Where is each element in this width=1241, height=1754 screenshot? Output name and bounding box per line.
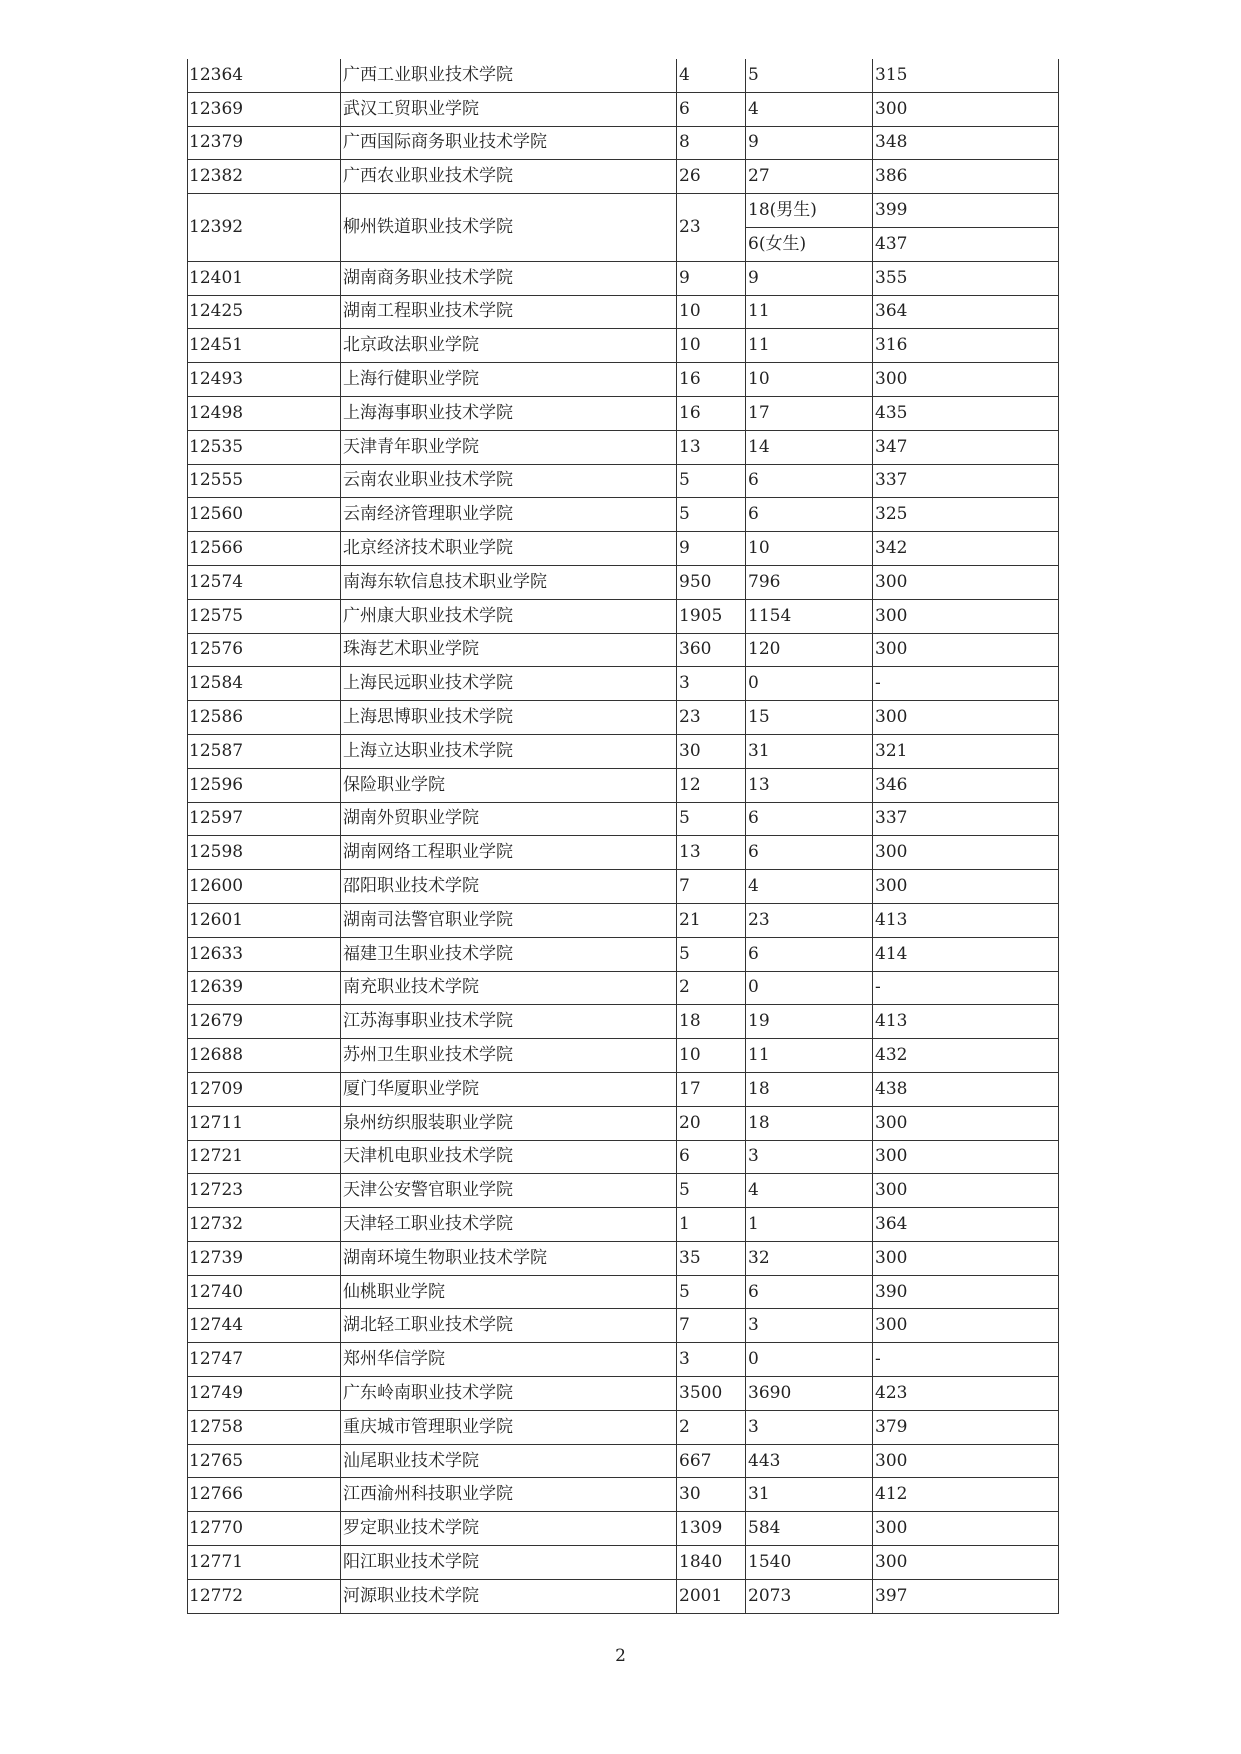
cell-score: 413 (873, 903, 1059, 937)
cell-score: 347 (873, 430, 1059, 464)
cell-school-name: 南充职业技术学院 (341, 971, 677, 1005)
cell-code: 12364 (188, 59, 341, 92)
cell-admitted: 23 (746, 903, 873, 937)
cell-score: - (873, 1343, 1059, 1377)
cell-code: 12739 (188, 1241, 341, 1275)
cell-code: 12555 (188, 464, 341, 498)
cell-score: 321 (873, 734, 1059, 768)
cell-school-name: 湖南司法警官职业学院 (341, 903, 677, 937)
cell-score: 300 (873, 1106, 1059, 1140)
cell-code: 12560 (188, 498, 341, 532)
cell-admitted: 120 (746, 633, 873, 667)
cell-code: 12598 (188, 836, 341, 870)
cell-admitted: 3 (746, 1410, 873, 1444)
cell-admitted: 6 (746, 1275, 873, 1309)
table-row (188, 464, 1059, 498)
table-row (188, 92, 1059, 126)
cell-plan: 20 (677, 1106, 746, 1140)
cell-score: 337 (873, 464, 1059, 498)
table-row (188, 667, 1059, 701)
table-row (188, 734, 1059, 768)
cell-plan: 16 (677, 396, 746, 430)
cell-score: 346 (873, 768, 1059, 802)
cell-code: 12747 (188, 1343, 341, 1377)
table-row (188, 396, 1059, 430)
cell-score: 300 (873, 92, 1059, 126)
cell-code: 12425 (188, 295, 341, 329)
cell-school-name: 福建卫生职业技术学院 (341, 937, 677, 971)
cell-plan: 9 (677, 532, 746, 566)
cell-code: 12586 (188, 701, 341, 735)
table-row (188, 1039, 1059, 1073)
cell-school-name: 上海行健职业学院 (341, 363, 677, 397)
cell-school-name: 郑州华信学院 (341, 1343, 677, 1377)
table-row (188, 599, 1059, 633)
cell-plan: 23 (677, 194, 746, 262)
cell-school-name: 河源职业技术学院 (341, 1579, 677, 1613)
table-row (188, 937, 1059, 971)
cell-school-name: 北京经济技术职业学院 (341, 532, 677, 566)
cell-code: 12766 (188, 1478, 341, 1512)
cell-school-name: 苏州卫生职业技术学院 (341, 1039, 677, 1073)
cell-code: 12601 (188, 903, 341, 937)
cell-score: 300 (873, 1444, 1059, 1478)
cell-school-name: 天津青年职业学院 (341, 430, 677, 464)
cell-score: 300 (873, 633, 1059, 667)
cell-admitted: 18(男生) (746, 194, 873, 228)
table-row (188, 768, 1059, 802)
cell-code: 12369 (188, 92, 341, 126)
table-row (188, 1377, 1059, 1411)
cell-code: 12758 (188, 1410, 341, 1444)
cell-score: 300 (873, 836, 1059, 870)
cell-score: - (873, 971, 1059, 1005)
cell-admitted: 1154 (746, 599, 873, 633)
cell-admitted: 3 (746, 1140, 873, 1174)
cell-admitted: 584 (746, 1512, 873, 1546)
table-row (188, 1579, 1059, 1613)
cell-admitted: 11 (746, 1039, 873, 1073)
cell-code: 12597 (188, 802, 341, 836)
cell-admitted: 6 (746, 937, 873, 971)
cell-code: 12379 (188, 126, 341, 160)
cell-score: 437 (873, 227, 1059, 261)
cell-plan: 3 (677, 667, 746, 701)
cell-plan: 5 (677, 498, 746, 532)
table-row (188, 194, 1059, 228)
cell-plan: 1309 (677, 1512, 746, 1546)
cell-code: 12574 (188, 565, 341, 599)
cell-code: 12723 (188, 1174, 341, 1208)
cell-plan: 30 (677, 1478, 746, 1512)
cell-admitted: 796 (746, 565, 873, 599)
cell-school-name: 江苏海事职业技术学院 (341, 1005, 677, 1039)
cell-score: 399 (873, 194, 1059, 228)
cell-admitted: 4 (746, 1174, 873, 1208)
cell-plan: 2001 (677, 1579, 746, 1613)
cell-school-name: 广州康大职业技术学院 (341, 599, 677, 633)
cell-school-name: 重庆城市管理职业学院 (341, 1410, 677, 1444)
cell-plan: 9 (677, 261, 746, 295)
cell-score: 413 (873, 1005, 1059, 1039)
cell-code: 12575 (188, 599, 341, 633)
table-row (188, 870, 1059, 904)
cell-school-name: 广西农业职业技术学院 (341, 160, 677, 194)
cell-plan: 10 (677, 295, 746, 329)
cell-score: 300 (873, 1309, 1059, 1343)
cell-score: 315 (873, 59, 1059, 92)
cell-admitted: 6(女生) (746, 227, 873, 261)
cell-score: 316 (873, 329, 1059, 363)
cell-score: 300 (873, 363, 1059, 397)
cell-admitted: 15 (746, 701, 873, 735)
table-row (188, 329, 1059, 363)
cell-plan: 950 (677, 565, 746, 599)
cell-school-name: 泉州纺织服装职业学院 (341, 1106, 677, 1140)
cell-school-name: 云南经济管理职业学院 (341, 498, 677, 532)
cell-plan: 1840 (677, 1546, 746, 1580)
cell-score: 414 (873, 937, 1059, 971)
cell-admitted: 6 (746, 836, 873, 870)
cell-admitted: 6 (746, 498, 873, 532)
cell-code: 12732 (188, 1208, 341, 1242)
cell-code: 12721 (188, 1140, 341, 1174)
cell-plan: 35 (677, 1241, 746, 1275)
cell-code: 12765 (188, 1444, 341, 1478)
cell-code: 12382 (188, 160, 341, 194)
cell-school-name: 厦门华厦职业学院 (341, 1072, 677, 1106)
cell-code: 12749 (188, 1377, 341, 1411)
cell-code: 12493 (188, 363, 341, 397)
cell-admitted: 0 (746, 1343, 873, 1377)
cell-code: 12772 (188, 1579, 341, 1613)
cell-school-name: 邵阳职业技术学院 (341, 870, 677, 904)
cell-score: 300 (873, 599, 1059, 633)
cell-score: 300 (873, 1546, 1059, 1580)
cell-score: 348 (873, 126, 1059, 160)
cell-score: 300 (873, 565, 1059, 599)
cell-score: 379 (873, 1410, 1059, 1444)
cell-plan: 5 (677, 802, 746, 836)
cell-score: 390 (873, 1275, 1059, 1309)
cell-admitted: 3 (746, 1309, 873, 1343)
cell-school-name: 武汉工贸职业学院 (341, 92, 677, 126)
cell-admitted: 1540 (746, 1546, 873, 1580)
cell-admitted: 9 (746, 126, 873, 160)
cell-school-name: 罗定职业技术学院 (341, 1512, 677, 1546)
cell-plan: 6 (677, 92, 746, 126)
table-row (188, 363, 1059, 397)
cell-school-name: 柳州铁道职业技术学院 (341, 194, 677, 262)
cell-plan: 7 (677, 870, 746, 904)
cell-plan: 16 (677, 363, 746, 397)
cell-admitted: 6 (746, 802, 873, 836)
cell-score: 423 (873, 1377, 1059, 1411)
cell-admitted: 4 (746, 92, 873, 126)
cell-admitted: 11 (746, 295, 873, 329)
table-row (188, 802, 1059, 836)
cell-score: 325 (873, 498, 1059, 532)
cell-school-name: 上海海事职业技术学院 (341, 396, 677, 430)
table-row (188, 565, 1059, 599)
table-row (188, 1444, 1059, 1478)
cell-admitted: 19 (746, 1005, 873, 1039)
cell-code: 12740 (188, 1275, 341, 1309)
cell-school-name: 天津机电职业技术学院 (341, 1140, 677, 1174)
cell-admitted: 18 (746, 1072, 873, 1106)
table-row (188, 1275, 1059, 1309)
page-number: 2 (615, 1646, 626, 1666)
table-row (188, 1106, 1059, 1140)
cell-score: 355 (873, 261, 1059, 295)
table-row (188, 1512, 1059, 1546)
cell-admitted: 31 (746, 1478, 873, 1512)
table-row (188, 532, 1059, 566)
table-row (188, 126, 1059, 160)
cell-admitted: 31 (746, 734, 873, 768)
cell-plan: 8 (677, 126, 746, 160)
table-row (188, 1343, 1059, 1377)
cell-score: 300 (873, 870, 1059, 904)
cell-school-name: 南海东软信息技术职业学院 (341, 565, 677, 599)
cell-plan: 13 (677, 430, 746, 464)
table-row (188, 430, 1059, 464)
cell-admitted: 2073 (746, 1579, 873, 1613)
cell-code: 12600 (188, 870, 341, 904)
cell-school-name: 广西国际商务职业技术学院 (341, 126, 677, 160)
table-row (188, 1005, 1059, 1039)
cell-admitted: 1 (746, 1208, 873, 1242)
table-row (188, 160, 1059, 194)
cell-code: 12535 (188, 430, 341, 464)
cell-code: 12771 (188, 1546, 341, 1580)
cell-plan: 30 (677, 734, 746, 768)
table-row (188, 1478, 1059, 1512)
table-row (188, 971, 1059, 1005)
cell-admitted: 27 (746, 160, 873, 194)
table-row (188, 1174, 1059, 1208)
cell-plan: 18 (677, 1005, 746, 1039)
cell-code: 12709 (188, 1072, 341, 1106)
cell-school-name: 湖南商务职业技术学院 (341, 261, 677, 295)
cell-plan: 1905 (677, 599, 746, 633)
cell-admitted: 3690 (746, 1377, 873, 1411)
cell-plan: 2 (677, 1410, 746, 1444)
cell-code: 12401 (188, 261, 341, 295)
cell-score: 300 (873, 1512, 1059, 1546)
cell-score: - (873, 667, 1059, 701)
cell-code: 12688 (188, 1039, 341, 1073)
cell-code: 12584 (188, 667, 341, 701)
cell-score: 386 (873, 160, 1059, 194)
cell-plan: 3 (677, 1343, 746, 1377)
cell-score: 364 (873, 295, 1059, 329)
cell-school-name: 汕尾职业技术学院 (341, 1444, 677, 1478)
cell-school-name: 湖南外贸职业学院 (341, 802, 677, 836)
cell-admitted: 11 (746, 329, 873, 363)
cell-school-name: 江西渝州科技职业学院 (341, 1478, 677, 1512)
cell-admitted: 10 (746, 363, 873, 397)
table-row (188, 1140, 1059, 1174)
cell-score: 300 (873, 1140, 1059, 1174)
cell-code: 12566 (188, 532, 341, 566)
cell-plan: 10 (677, 1039, 746, 1073)
cell-plan: 5 (677, 1275, 746, 1309)
cell-code: 12744 (188, 1309, 341, 1343)
table-row (188, 1546, 1059, 1580)
cell-school-name: 珠海艺术职业学院 (341, 633, 677, 667)
cell-code: 12770 (188, 1512, 341, 1546)
cell-admitted: 18 (746, 1106, 873, 1140)
cell-school-name: 上海民远职业技术学院 (341, 667, 677, 701)
cell-score: 337 (873, 802, 1059, 836)
cell-code: 12633 (188, 937, 341, 971)
cell-plan: 4 (677, 59, 746, 92)
cell-school-name: 上海立达职业技术学院 (341, 734, 677, 768)
table-row (188, 1072, 1059, 1106)
cell-admitted: 0 (746, 667, 873, 701)
cell-admitted: 14 (746, 430, 873, 464)
cell-plan: 1 (677, 1208, 746, 1242)
table-row (188, 261, 1059, 295)
table-row (188, 1241, 1059, 1275)
table-row (188, 498, 1059, 532)
cell-school-name: 广东岭南职业技术学院 (341, 1377, 677, 1411)
cell-admitted: 17 (746, 396, 873, 430)
cell-score: 342 (873, 532, 1059, 566)
cell-plan: 17 (677, 1072, 746, 1106)
cell-plan: 10 (677, 329, 746, 363)
cell-code: 12498 (188, 396, 341, 430)
cell-score: 435 (873, 396, 1059, 430)
cell-admitted: 6 (746, 464, 873, 498)
cell-code: 12711 (188, 1106, 341, 1140)
table-row (188, 701, 1059, 735)
cell-admitted: 10 (746, 532, 873, 566)
cell-plan: 23 (677, 701, 746, 735)
cell-plan: 26 (677, 160, 746, 194)
cell-school-name: 保险职业学院 (341, 768, 677, 802)
table-row (188, 295, 1059, 329)
cell-school-name: 上海思博职业技术学院 (341, 701, 677, 735)
cell-admitted: 5 (746, 59, 873, 92)
cell-code: 12596 (188, 768, 341, 802)
cell-school-name: 北京政法职业学院 (341, 329, 677, 363)
cell-score: 412 (873, 1478, 1059, 1512)
cell-code: 12392 (188, 194, 341, 262)
table-row (188, 633, 1059, 667)
cell-admitted: 0 (746, 971, 873, 1005)
admission-table (187, 59, 1059, 1614)
table-row (188, 1309, 1059, 1343)
cell-code: 12679 (188, 1005, 341, 1039)
cell-school-name: 湖北轻工职业技术学院 (341, 1309, 677, 1343)
cell-plan: 7 (677, 1309, 746, 1343)
cell-school-name: 天津公安警官职业学院 (341, 1174, 677, 1208)
table-row (188, 59, 1059, 92)
table-row (188, 836, 1059, 870)
table-body (188, 59, 1059, 1613)
cell-school-name: 湖南网络工程职业学院 (341, 836, 677, 870)
cell-admitted: 443 (746, 1444, 873, 1478)
cell-code: 12576 (188, 633, 341, 667)
cell-score: 432 (873, 1039, 1059, 1073)
cell-school-name: 广西工业职业技术学院 (341, 59, 677, 92)
cell-score: 438 (873, 1072, 1059, 1106)
cell-plan: 5 (677, 937, 746, 971)
cell-school-name: 云南农业职业技术学院 (341, 464, 677, 498)
cell-code: 12639 (188, 971, 341, 1005)
cell-school-name: 天津轻工职业技术学院 (341, 1208, 677, 1242)
cell-plan: 5 (677, 464, 746, 498)
cell-admitted: 4 (746, 870, 873, 904)
table-row (188, 903, 1059, 937)
cell-plan: 667 (677, 1444, 746, 1478)
cell-plan: 5 (677, 1174, 746, 1208)
cell-school-name: 阳江职业技术学院 (341, 1546, 677, 1580)
cell-score: 397 (873, 1579, 1059, 1613)
cell-score: 300 (873, 1174, 1059, 1208)
cell-plan: 13 (677, 836, 746, 870)
cell-plan: 12 (677, 768, 746, 802)
cell-score: 300 (873, 1241, 1059, 1275)
cell-code: 12451 (188, 329, 341, 363)
cell-school-name: 湖南工程职业技术学院 (341, 295, 677, 329)
cell-plan: 3500 (677, 1377, 746, 1411)
cell-school-name: 仙桃职业学院 (341, 1275, 677, 1309)
cell-admitted: 9 (746, 261, 873, 295)
cell-plan: 6 (677, 1140, 746, 1174)
cell-code: 12587 (188, 734, 341, 768)
cell-plan: 21 (677, 903, 746, 937)
table-row (188, 1410, 1059, 1444)
cell-admitted: 32 (746, 1241, 873, 1275)
cell-admitted: 13 (746, 768, 873, 802)
cell-plan: 2 (677, 971, 746, 1005)
cell-score: 364 (873, 1208, 1059, 1242)
cell-plan: 360 (677, 633, 746, 667)
cell-school-name: 湖南环境生物职业技术学院 (341, 1241, 677, 1275)
table-row (188, 1208, 1059, 1242)
cell-score: 300 (873, 701, 1059, 735)
